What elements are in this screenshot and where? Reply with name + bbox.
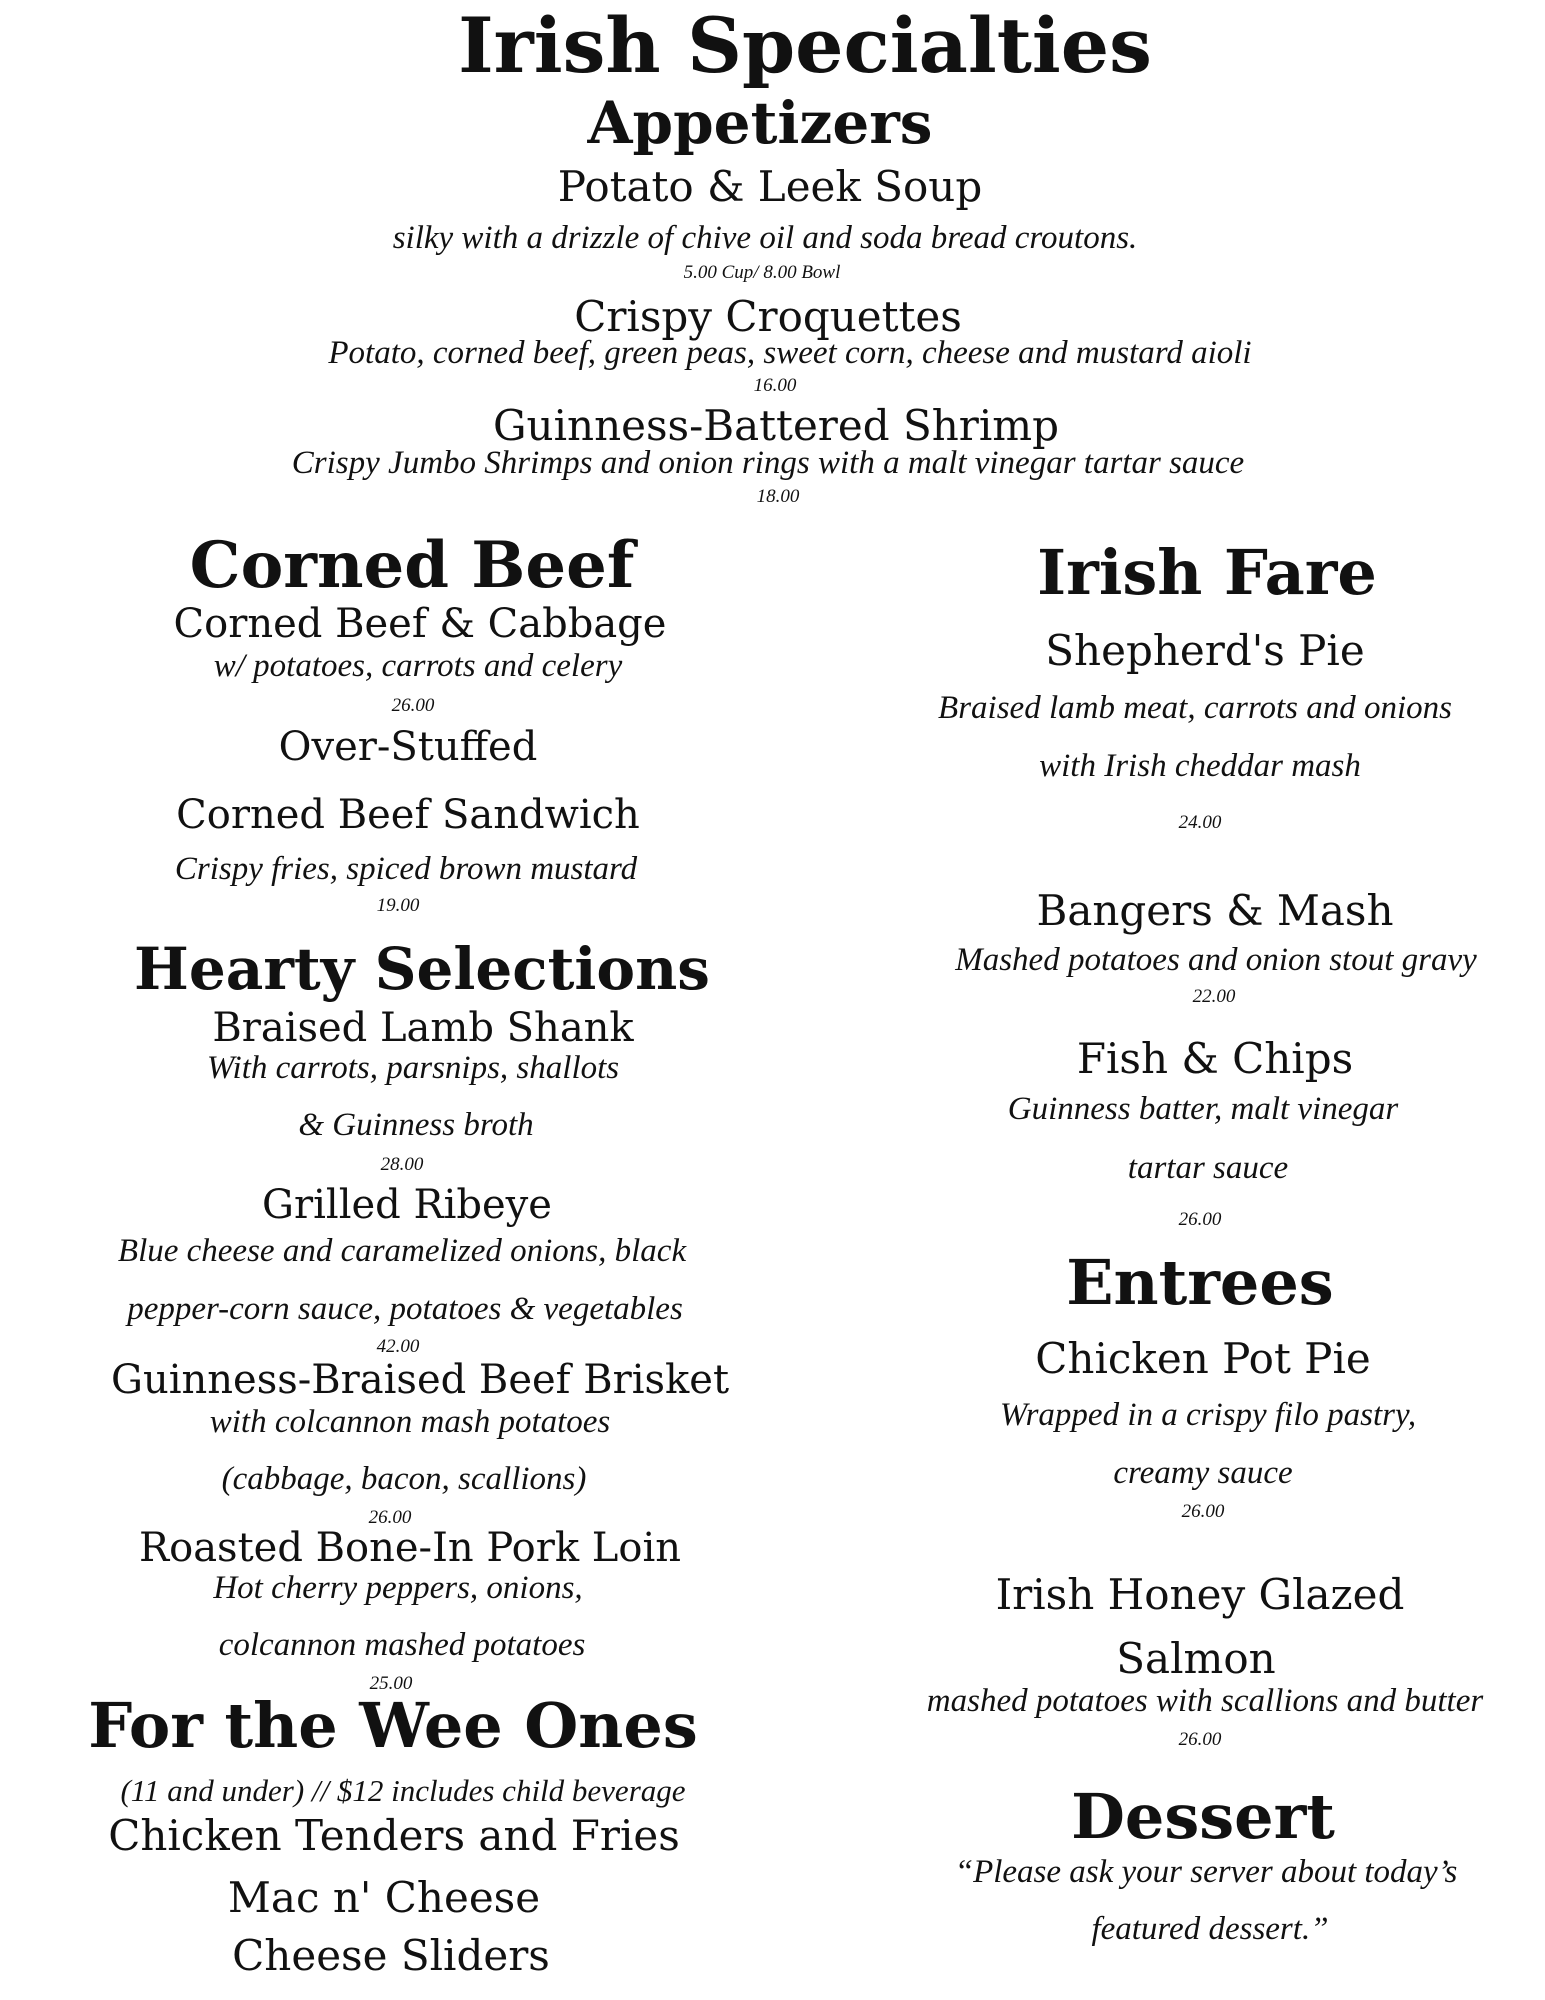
entrees-heading: Entrees bbox=[1066, 1246, 1334, 1319]
shepherds-pie-name: Shepherd's Pie bbox=[1045, 626, 1365, 675]
soup-name: Potato & Leek Soup bbox=[557, 162, 983, 211]
pot-pie-price: 26.00 bbox=[1181, 1501, 1225, 1522]
soup-price: 5.00 Cup/ 8.00 Bowl bbox=[683, 262, 841, 283]
salmon-price: 26.00 bbox=[1178, 1729, 1222, 1750]
cheese-sliders: Cheese Sliders bbox=[232, 1931, 550, 1980]
sandwich-desc: Crispy fries, spiced brown mustard bbox=[174, 851, 638, 887]
menu-title: Irish Specialties bbox=[458, 1, 1152, 90]
shepherds-pie-desc-line2: with Irish cheddar mash bbox=[1039, 748, 1361, 784]
croquettes-name: Crispy Croquettes bbox=[574, 292, 962, 341]
pork-loin-name: Roasted Bone-In Pork Loin bbox=[139, 1525, 681, 1571]
appetizers-heading: Appetizers bbox=[587, 89, 933, 157]
brisket-name: Guinness-Braised Beef Brisket bbox=[110, 1357, 730, 1403]
corned-beef-heading: Corned Beef bbox=[189, 528, 635, 603]
fish-chips-desc-line2: tartar sauce bbox=[1127, 1150, 1289, 1186]
chicken-tenders: Chicken Tenders and Fries bbox=[108, 1811, 680, 1860]
dessert-note-line1: “Please ask your server about today’s bbox=[954, 1854, 1458, 1890]
wee-ones-note: (11 and under) // $12 includes child beverage bbox=[120, 1773, 686, 1808]
pot-pie-desc-line2: creamy sauce bbox=[1113, 1455, 1293, 1491]
fish-chips-price: 26.00 bbox=[1178, 1209, 1222, 1230]
irish-fare-heading: Irish Fare bbox=[1037, 536, 1377, 609]
bangers-desc: Mashed potatoes and onion stout gravy bbox=[955, 942, 1477, 978]
lamb-shank-desc-line1: With carrots, parsnips, shallots bbox=[206, 1050, 620, 1086]
fish-chips-name: Fish & Chips bbox=[1076, 1034, 1354, 1083]
croquettes-desc: Potato, corned beef, green peas, sweet corn, cheese and mustard aioli bbox=[328, 335, 1252, 371]
soup-desc: silky with a drizzle of chive oil and soda bread croutons. bbox=[392, 220, 1138, 256]
fish-chips-desc-line1: Guinness batter, malt vinegar bbox=[1007, 1091, 1399, 1127]
ribeye-price: 42.00 bbox=[376, 1336, 420, 1357]
brisket-price: 26.00 bbox=[368, 1507, 412, 1528]
pot-pie-name: Chicken Pot Pie bbox=[1035, 1334, 1371, 1383]
sandwich-name-line2: Corned Beef Sandwich bbox=[176, 792, 640, 838]
sandwich-name-line1: Over-Stuffed bbox=[278, 724, 538, 770]
dessert-heading: Dessert bbox=[1071, 1780, 1335, 1853]
pork-loin-desc-line2: colcannon mashed potatoes bbox=[218, 1627, 586, 1663]
hearty-heading: Hearty Selections bbox=[134, 935, 710, 1003]
shepherds-pie-desc-line1: Braised lamb meat, carrots and onions bbox=[938, 690, 1452, 726]
lamb-shank-desc-line2: & Guinness broth bbox=[298, 1107, 534, 1143]
bangers-price: 22.00 bbox=[1192, 986, 1236, 1007]
shrimp-price: 18.00 bbox=[756, 486, 800, 507]
brisket-desc-line1: with colcannon mash potatoes bbox=[209, 1404, 611, 1440]
croquettes-price: 16.00 bbox=[753, 375, 797, 396]
shrimp-name: Guinness-Battered Shrimp bbox=[492, 401, 1060, 450]
pot-pie-desc-line1: Wrapped in a crispy filo pastry, bbox=[999, 1397, 1417, 1433]
bangers-name: Bangers & Mash bbox=[1036, 886, 1394, 935]
ribeye-desc-line2: pepper-corn sauce, potatoes & vegetables bbox=[127, 1291, 683, 1327]
corned-beef-cabbage-name: Corned Beef & Cabbage bbox=[173, 601, 667, 647]
corned-beef-cabbage-price: 26.00 bbox=[391, 695, 435, 716]
shepherds-pie-price: 24.00 bbox=[1178, 812, 1222, 833]
pork-loin-price: 25.00 bbox=[369, 1673, 413, 1694]
salmon-name-line1: Irish Honey Glazed bbox=[995, 1570, 1405, 1619]
salmon-name-line2: Salmon bbox=[1116, 1634, 1276, 1683]
brisket-desc-line2: (cabbage, bacon, scallions) bbox=[221, 1461, 587, 1497]
wee-ones-heading: For the Wee Ones bbox=[88, 1689, 698, 1762]
lamb-shank-price: 28.00 bbox=[380, 1154, 424, 1175]
pork-loin-desc-line1: Hot cherry peppers, onions, bbox=[213, 1570, 583, 1606]
ribeye-name: Grilled Ribeye bbox=[262, 1182, 552, 1228]
dessert-note-line2: featured dessert.” bbox=[1091, 1911, 1329, 1947]
corned-beef-cabbage-desc: w/ potatoes, carrots and celery bbox=[213, 648, 623, 684]
mac-n-cheese: Mac n' Cheese bbox=[227, 1873, 541, 1922]
lamb-shank-name: Braised Lamb Shank bbox=[212, 1005, 634, 1051]
shrimp-desc: Crispy Jumbo Shrimps and onion rings with a malt vinegar tartar sauce bbox=[291, 445, 1245, 481]
salmon-desc: mashed potatoes with scallions and butter bbox=[926, 1683, 1484, 1719]
sandwich-price: 19.00 bbox=[376, 895, 420, 916]
ribeye-desc-line1: Blue cheese and caramelized onions, black bbox=[117, 1233, 687, 1269]
